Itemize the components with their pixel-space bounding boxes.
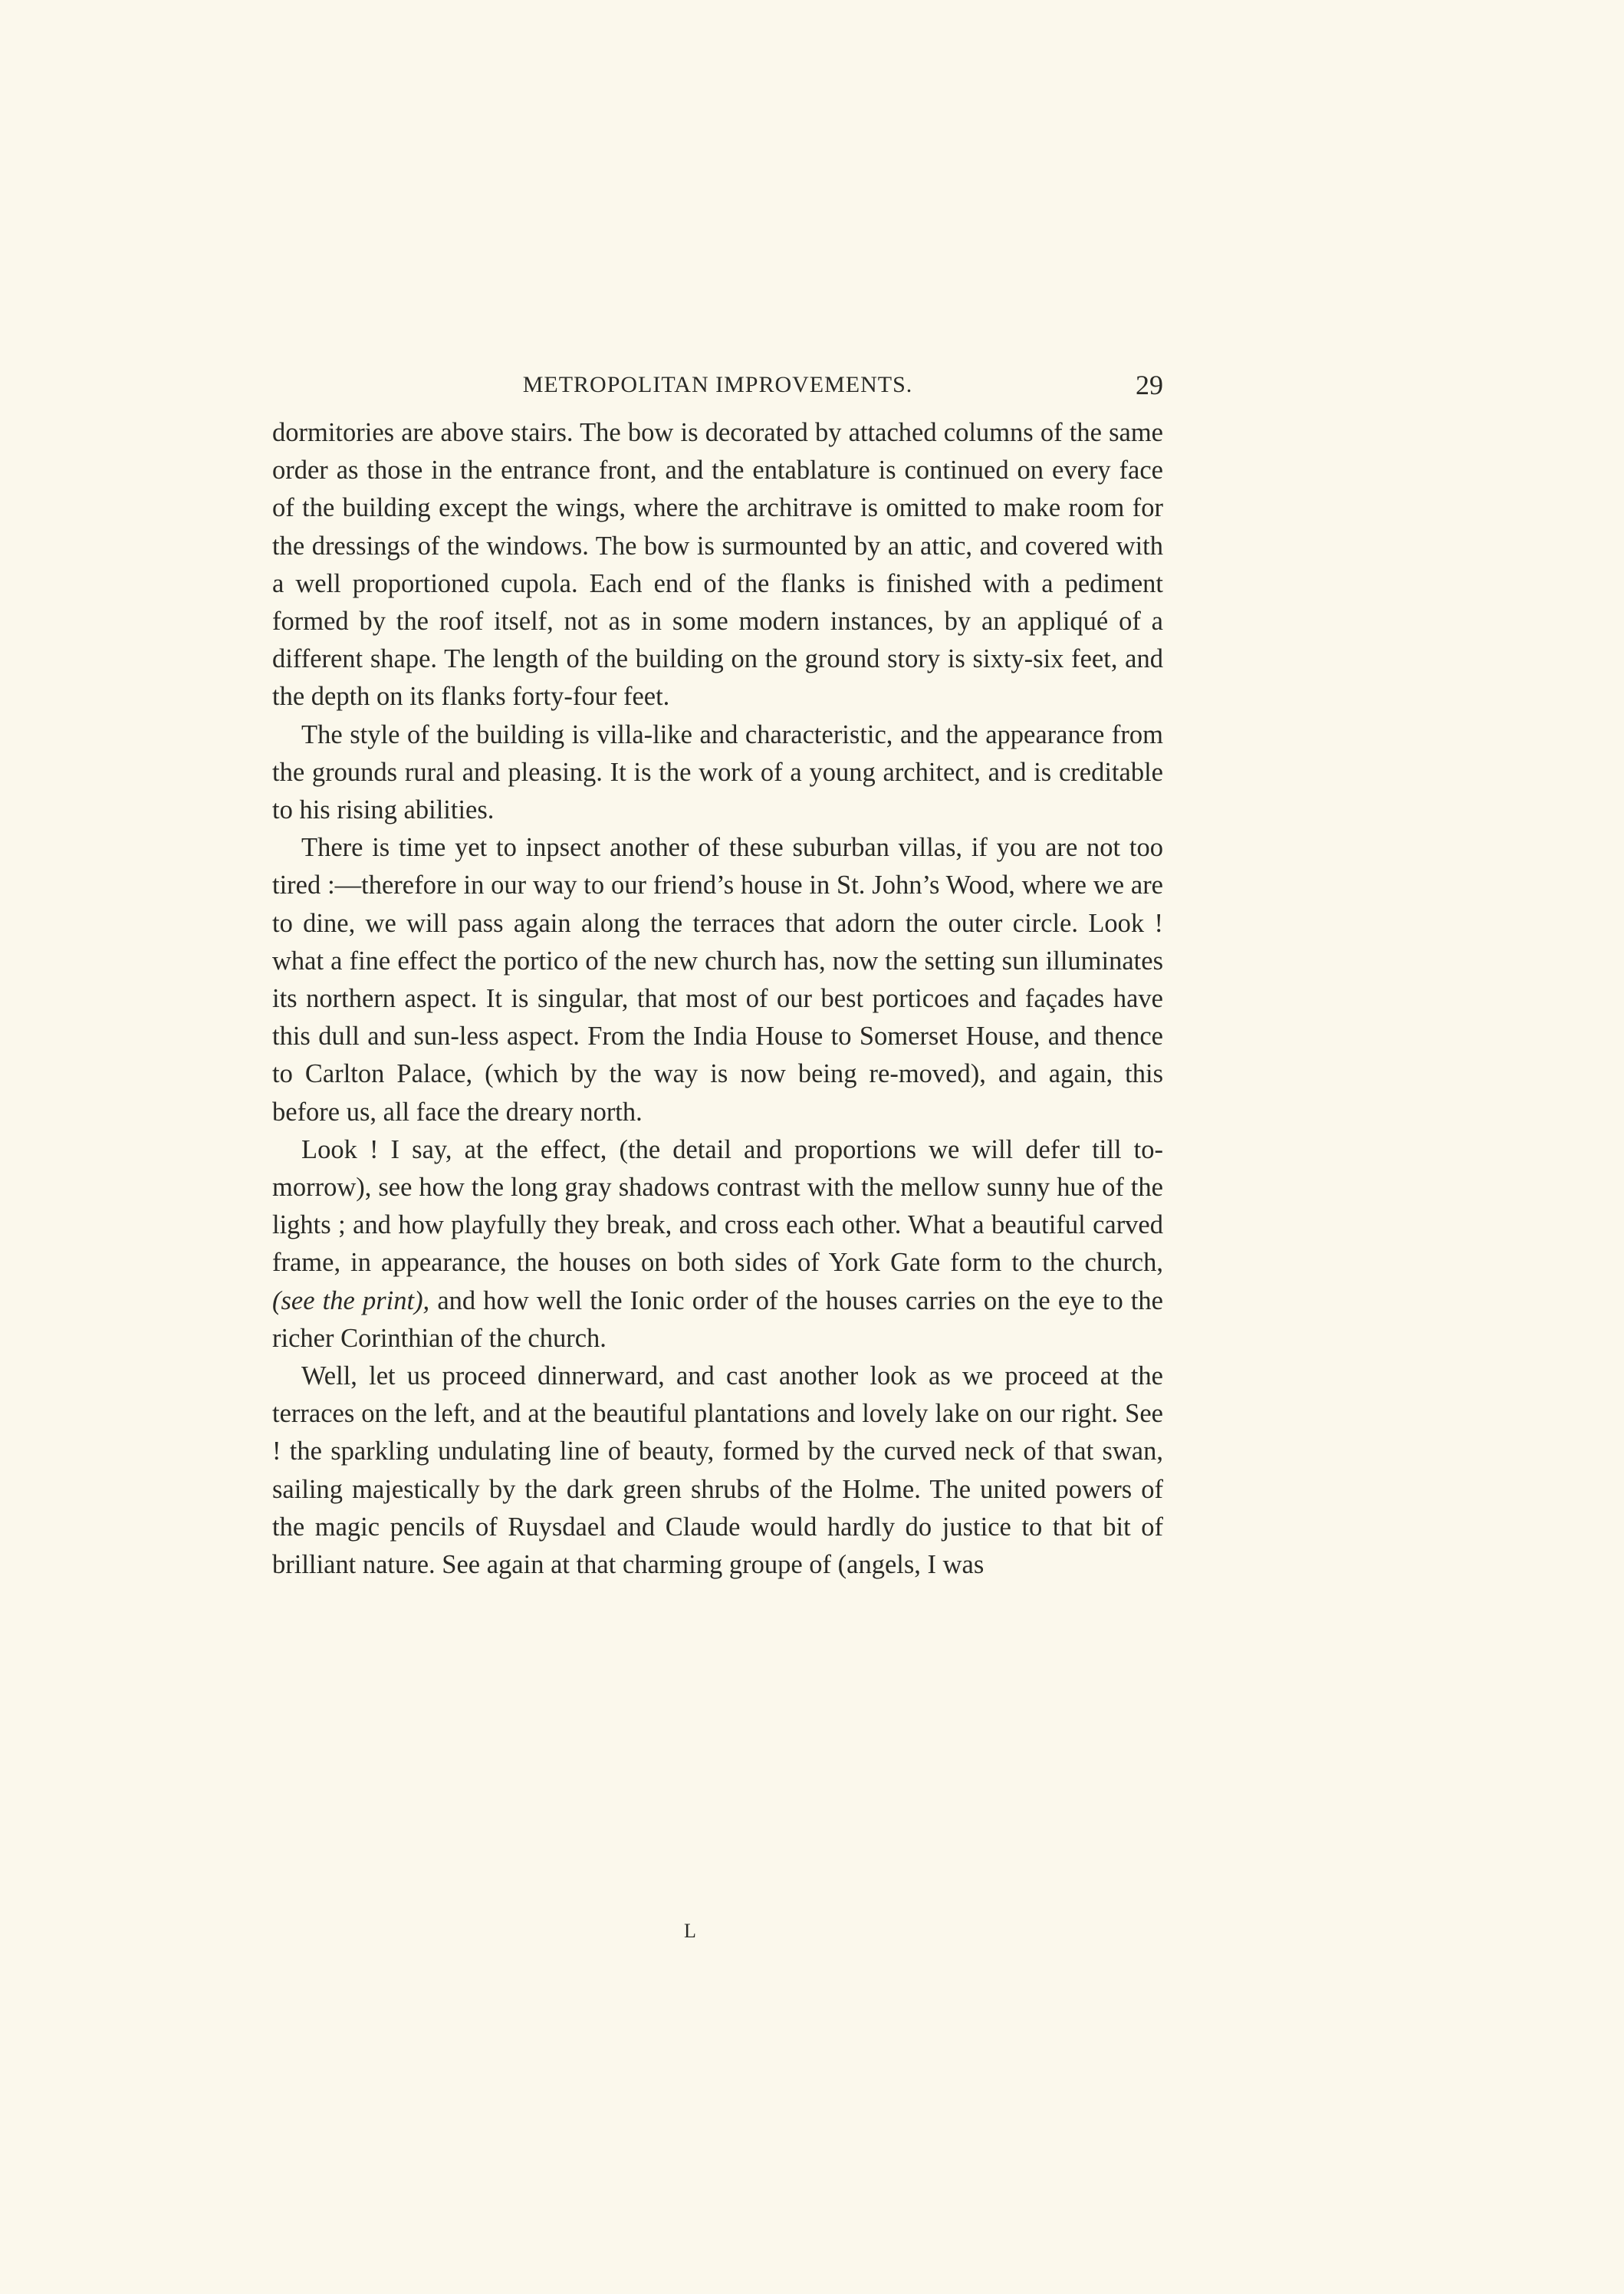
running-title: METROPOLITAN IMPROVEMENTS. (522, 372, 913, 397)
page-number: 29 (1136, 370, 1163, 400)
paragraph-villa-style: The style of the building is villa-like and characteristic, and the appearance from the grounds rural and pleasing. It is the work of a young architect, and is creditable to his rising abilities. (272, 719, 1163, 825)
body-text (272, 414, 1163, 1584)
signature-mark: L (684, 1920, 696, 1942)
print-reference: (see the print), (272, 1285, 430, 1315)
paragraph-effect-text-before: Look ! I say, at the effect, (the detail and proportions we will defer till to-morrow), see how the long gray shadows contrast with the mellow sunny hue of the lights ; and how playfully they break, and cross each other. What a beautiful carved frame, in appearance, the houses on both sides of York Gate form to the church, (272, 1134, 1163, 1278)
paragraph-dinnerward: Well, let us proceed dinnerward, and cast another look as we proceed at the terraces on the left, and at the beautiful plantations and lovely lake on our right. See ! the sparkling undulating line of beauty, formed by the curved neck of that swan, sailing majestically by the dark green shrubs of the Holme. The united powers of the magic pencils of Ruysdael and Claude would hardly do justice to that bit of brilliant nature. See again at that charming groupe of (angels, I was (272, 1361, 1163, 1580)
page-header (272, 367, 1163, 403)
paragraph-continued: dormitories are above stairs. The bow is decorated by attached columns of the same order as those in the entrance front, and the entablature is continued on every face of the building except the wings, where the architrave is omitted to make room for the dressings of the windows. The bow is surmounted by an attic, and covered with a well proportioned cupola. Each end of the flanks is finished with a pediment formed by the roof itself, not as in some modern instances, by an appliqué of a different shape. The length of the building on the ground story is sixty-six feet, and the depth on its flanks forty-four feet. (272, 418, 1163, 712)
paragraph-effect (272, 1131, 1163, 1358)
paragraph-suburban-villas: There is time yet to inpsect another of these suburban villas, if you are not too tired :—therefore in our way to our friend’s house in St. John’s Wood, where we are to dine, we will pass again along the terraces that adorn the outer circle. Look ! what a fine effect the portico of the new church has, now the setting sun illuminates its northern aspect. It is singular, that most of our best porticoes and façades have this dull and sun-less aspect. From the India House to Somerset House, and thence to Carlton Palace, (which by the way is now being re-moved), and again, this before us, all face the dreary north. (272, 833, 1163, 1127)
paragraph-effect-text-after: and how well the Ionic order of the houses carries on the eye to the richer Corinthian of the church. (272, 1285, 1163, 1353)
